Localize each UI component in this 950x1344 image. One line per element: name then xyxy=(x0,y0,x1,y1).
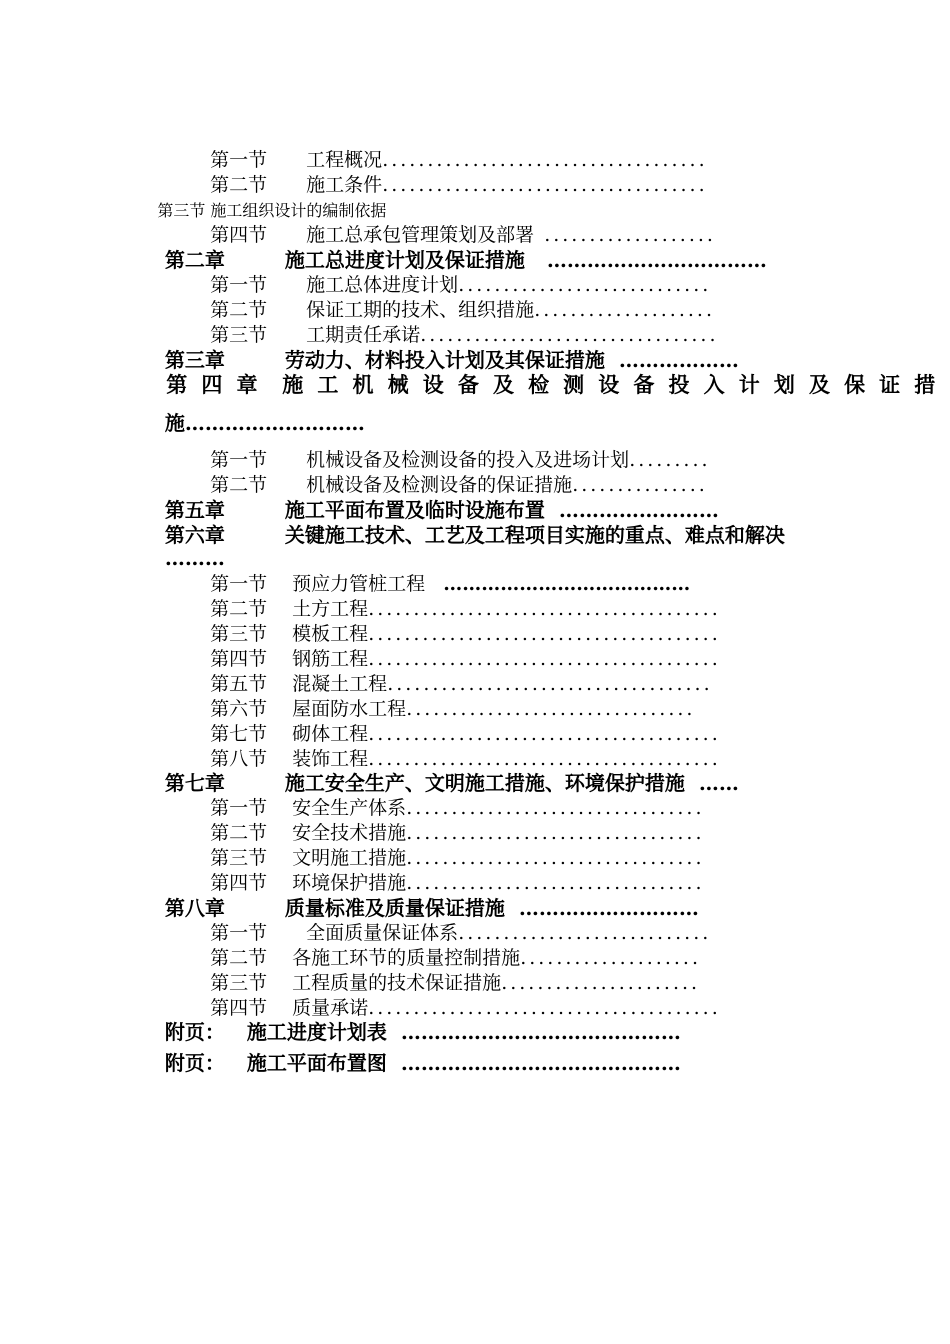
toc-entry-appendix[interactable] xyxy=(137,1027,681,1099)
section-title: 机械设备及检测设备的保证措施 xyxy=(306,474,573,496)
section-title: 环境保护措施 xyxy=(292,872,407,894)
section-title: 安全生产体系 xyxy=(292,797,407,819)
leader-dots: ................................. xyxy=(406,797,705,819)
section-title: 各施工环节的质量控制措施 xyxy=(292,947,521,969)
section-title: 保证工期的技术、组织措施 xyxy=(306,299,535,321)
section-number: 第四节 xyxy=(210,872,268,894)
chapter-title: 施工安全生产、文明施工措施、环境保护措施 xyxy=(284,771,685,795)
leader-dots: ....................................... xyxy=(368,623,721,645)
section-title: 施工总体进度计划 xyxy=(306,274,459,296)
section-title: 土方工程 xyxy=(292,598,369,620)
section-number: 第二节 xyxy=(210,174,268,196)
section-title: 模板工程 xyxy=(292,623,369,645)
leader-dots: ……… xyxy=(164,546,225,570)
section-title: 混凝土工程 xyxy=(292,673,388,695)
appendix-title: 施工平面布置图 xyxy=(246,1051,387,1075)
section-title: 工程质量的技术保证措施 xyxy=(292,972,502,994)
section-number: 第一节 xyxy=(210,149,268,171)
leader-dots: ………………………………… xyxy=(443,573,691,595)
chapter-title: 第 四 章 施 工 机 械 设 备 及 检 测 设 备 投 入 计 划 及 保 证 措 xyxy=(166,372,939,397)
section-number: 第一节 xyxy=(210,274,268,296)
leader-dots: ................................. xyxy=(420,324,719,346)
section-title: 机械设备及检测设备的投入及进场计划 xyxy=(306,449,630,471)
leader-dots: ................................. xyxy=(406,822,705,844)
leader-dots: .................................... xyxy=(382,149,708,171)
section-number: 第三节 xyxy=(210,324,268,346)
section-number: 第四节 xyxy=(210,648,268,670)
section-title: 文明施工措施 xyxy=(292,847,407,869)
section-number: 第二节 xyxy=(210,822,268,844)
section-number: 第一节 xyxy=(210,573,268,595)
section-number: 第二节 xyxy=(210,598,268,620)
section-number: 第五节 xyxy=(210,673,268,695)
chapter-title: 施工平面布置及临时设施布置 xyxy=(284,498,545,522)
leader-dots: ....................................... xyxy=(368,748,721,770)
section-title: 预应力管桩工程 xyxy=(292,573,426,595)
section-title: 安全技术措施 xyxy=(292,822,407,844)
leader-dots: ................... xyxy=(544,224,716,246)
section-title: 质量承诺 xyxy=(292,997,369,1019)
leader-dots: .................................... xyxy=(387,673,713,695)
chapter-number: 第六章 xyxy=(164,523,225,547)
leader-dots: ................................ xyxy=(406,698,696,720)
leader-dots: …… xyxy=(698,771,739,795)
chapter-number: 第七章 xyxy=(164,771,225,795)
leader-dots: ................................. xyxy=(406,847,705,869)
leader-dots: …………………… xyxy=(558,498,719,522)
leader-dots: ....................................... xyxy=(368,598,721,620)
leader-dots: …………………………… xyxy=(546,248,767,272)
leader-dots: ................................. xyxy=(406,872,705,894)
section-title: 砌体工程 xyxy=(292,723,369,745)
section-title: 屋面防水工程 xyxy=(292,698,407,720)
leader-dots: ....................................... xyxy=(368,723,721,745)
section-number: 第二节 xyxy=(210,474,268,496)
section-title: 工程概况 xyxy=(306,149,383,171)
section-number: 第三节 xyxy=(210,623,268,645)
chapter-title: 关键施工技术、工艺及工程项目实施的重点、难点和解决 xyxy=(284,523,785,547)
appendix-label: 附页： xyxy=(164,1020,225,1044)
section-number: 第二节 xyxy=(210,947,268,969)
leader-dots: ……………… xyxy=(618,348,739,372)
section-text: 第三节 施工组织设计的编制依据 xyxy=(157,201,387,220)
leader-dots: .................................... xyxy=(382,174,708,196)
leader-dots: .................... xyxy=(520,947,701,969)
chapter-number: 第二章 xyxy=(164,248,225,272)
chapter-title: 质量标准及质量保证措施 xyxy=(284,896,505,920)
leader-dots: ...................... xyxy=(501,972,701,994)
appendix-label: 附页： xyxy=(164,1051,225,1075)
section-number: 第七节 xyxy=(210,723,268,745)
leader-dots: .................... xyxy=(534,299,715,321)
appendix-title: 施工进度计划表 xyxy=(246,1020,387,1044)
leader-dots: ……………………… xyxy=(184,411,365,435)
section-title: 钢筋工程 xyxy=(292,648,369,670)
leader-dots: ......... xyxy=(629,449,711,471)
section-title: 全面质量保证体系 xyxy=(306,922,459,944)
section-number: 第三节 xyxy=(210,972,268,994)
leader-dots: ............... xyxy=(572,474,708,496)
section-number: 第一节 xyxy=(210,797,268,819)
section-number: 第八节 xyxy=(210,748,268,770)
section-title: 施工条件 xyxy=(306,174,383,196)
leader-dots: ............................ xyxy=(458,922,712,944)
section-title: 装饰工程 xyxy=(292,748,369,770)
section-title: 工期责任承诺 xyxy=(306,324,421,346)
leader-dots: ……………………… xyxy=(518,896,699,920)
section-number: 第一节 xyxy=(210,922,268,944)
chapter-title: 施工总进度计划及保证措施 xyxy=(284,248,525,272)
leader-dots: …………………………………… xyxy=(400,1020,681,1044)
section-number: 第四节 xyxy=(210,997,268,1019)
chapter-title: 施 xyxy=(164,411,185,435)
leader-dots: ....................................... xyxy=(368,997,721,1019)
chapter-number: 第三章 xyxy=(164,348,225,372)
leader-dots: ............................ xyxy=(458,274,712,296)
chapter-number: 第八章 xyxy=(164,896,225,920)
chapter-number: 第五章 xyxy=(164,498,225,522)
section-number: 第三节 xyxy=(210,847,268,869)
chapter-title: 劳动力、材料投入计划及其保证措施 xyxy=(284,348,605,372)
leader-dots: …………………………………… xyxy=(400,1051,681,1075)
section-number: 第一节 xyxy=(210,449,268,471)
section-number: 第四节 xyxy=(210,224,268,246)
section-title: 施工总承包管理策划及部署 xyxy=(306,224,535,246)
section-number: 第二节 xyxy=(210,299,268,321)
section-number: 第六节 xyxy=(210,698,268,720)
leader-dots: ....................................... xyxy=(368,648,721,670)
